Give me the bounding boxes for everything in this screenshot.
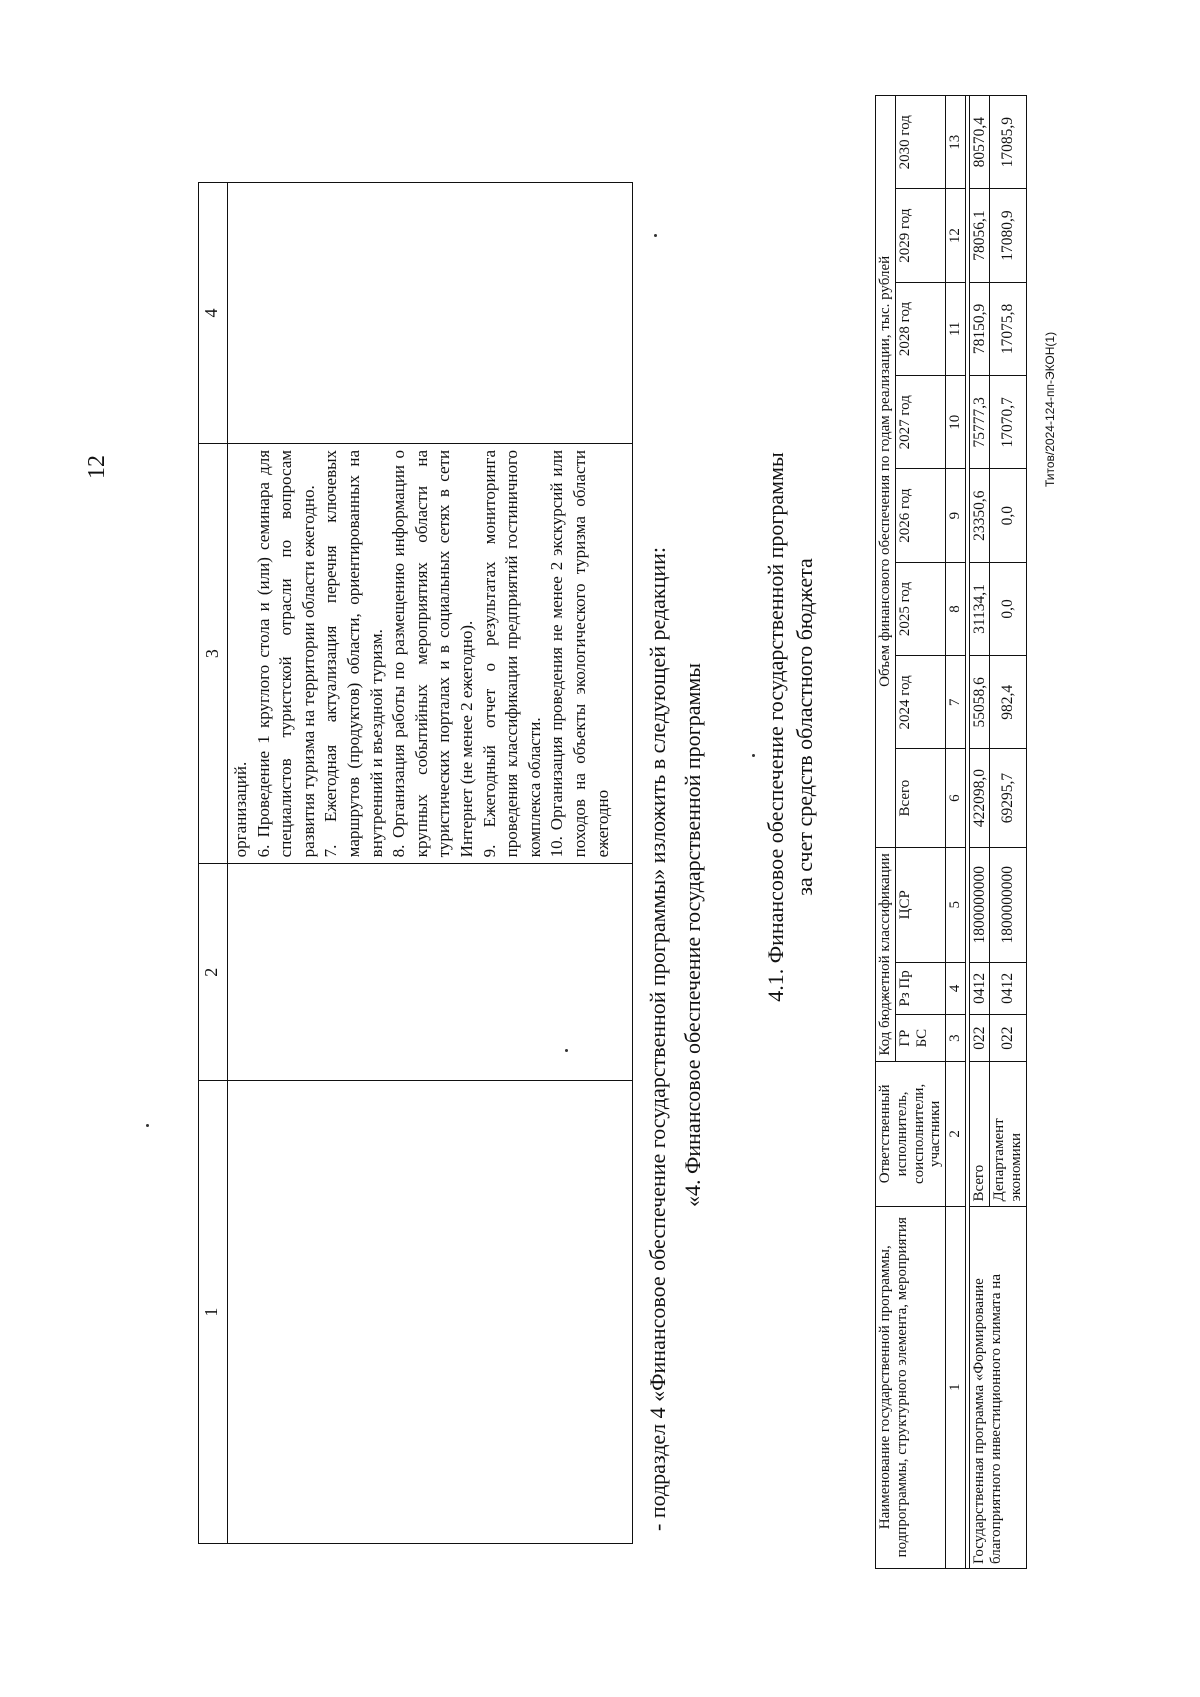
header-year-2027: 2027 год [895,376,945,469]
upper-table-body-row [227,183,632,1544]
header-year-2024: 2024 год [895,656,945,749]
header-rzpr: Рз Пр [895,962,945,1014]
column-number: 4 [946,962,966,1014]
program-name: Государственная программа «Формирование благоприятного инвестиционного климата на [969,1206,1026,1568]
document-footer-code: Титов/2024-124-пп-ЭКОН(1) [1043,331,1057,487]
upper-body-col-1 [227,1081,632,1544]
header-year-2030: 2030 год [895,96,945,189]
row-csr: 1800000000 [969,847,989,962]
column-number: 12 [946,189,966,282]
funding-table [875,95,1027,1569]
subsection-title [762,177,819,1277]
row-grbs: 022 [990,1014,1027,1061]
subsection-title-line-1: 4.1. Финансовое обеспечение государственной программы [763,452,788,1002]
amendment-paragraph: - подраздел 4 «Финансовое обеспечение государственной программы» изложить в следующей редакции: [645,546,670,1531]
subsection-title-line-2: за счет средств областного бюджета [791,558,817,896]
column-number: 2 [946,1062,966,1206]
row-year-2026: 23350,6 [969,469,989,562]
activity-item: 8. Организация работы по размещению информации о крупных событийных мероприятиях области на туристических порталах и в социальных сетях в сети Интернет (не менее 2 ежегодно). [389,449,477,858]
row-year-2025: 0,0 [990,562,1027,655]
activity-item: 7. Ежегодная актуализация перечня ключевых маршрутов (продуктов) области, ориентированных на внутренний и въездной туризм. [321,449,386,858]
column-number: 10 [946,376,966,469]
row-year-2027: 75777,3 [969,376,989,469]
activity-item: 6. Проведение 1 круглого стола и (или) семинара для специалистов туристской отрасли по вопросам развития туризма на территории области ежегодно. [253,449,318,858]
row-year-2029: 17080,9 [990,189,1027,282]
scan-speck [146,1124,149,1127]
upper-header-col-4: 4 [199,183,228,444]
row-executor: Всего [969,1062,989,1206]
scan-speck [654,234,657,237]
row-year-2024: 982,4 [990,656,1027,749]
row-year-2028: 78150,9 [969,282,989,375]
page-number: 12 [84,455,110,479]
upper-body-col-2 [227,864,632,1081]
row-total: 422098,0 [969,749,989,847]
upper-table-header-row [199,183,228,1544]
header-name: Наименование государственной программы, подпрограммы, структурного элемента, мероприятия [876,1206,946,1568]
column-number: 9 [946,469,966,562]
header-year-2028: 2028 год [895,282,945,375]
row-year-2028: 17075,8 [990,282,1027,375]
upper-body-col-4 [227,183,632,444]
row-csr: 1800000000 [990,847,1027,962]
header-total: Всего [895,749,945,847]
upper-body-activities [227,443,632,863]
row-year-2027: 17070,7 [990,376,1027,469]
upper-header-col-3: 3 [199,443,228,863]
column-number: 5 [946,847,966,962]
row-year-2030: 80570,4 [969,96,989,189]
row-executor: Департамент экономики [990,1062,1027,1206]
header-year-2029: 2029 год [895,189,945,282]
activity-item: организаций. [230,761,250,858]
header-year-2025: 2025 год [895,562,945,655]
header-executor: Ответственный исполнитель, соисполнители, участники [876,1062,946,1206]
row-rzpr: 0412 [990,962,1027,1014]
scan-speck [565,1049,568,1052]
funding-column-numbers-row [946,96,966,1569]
header-budget-code: Код бюджетной классификации [876,847,896,1062]
column-number: 11 [946,282,966,375]
row-year-2026: 0,0 [990,469,1027,562]
row-total: 69295,7 [990,749,1027,847]
upper-header-col-2: 2 [199,864,228,1081]
column-number: 13 [946,96,966,189]
funding-header-row-1 [876,96,896,1569]
row-year-2030: 17085,9 [990,96,1027,189]
header-year-2026: 2026 год [895,469,945,562]
row-rzpr: 0412 [969,962,989,1014]
row-year-2024: 55058,6 [969,656,989,749]
table-row [969,96,989,1569]
row-year-2029: 78056,1 [969,189,989,282]
upper-activities-table [198,182,633,1544]
header-csr: ЦСР [895,847,945,962]
column-number: 3 [946,1014,966,1061]
section-title: «4. Финансовое обеспечение государственной программы [680,662,705,1207]
column-number: 1 [946,1206,966,1568]
activity-item: 9. Ежегодный отчет о результатах мониторинга проведения классификации предприятий гостиничного комплекса области. [479,449,544,858]
activity-item: 10. Организация проведения не менее 2 экскурсий или походов на объекты экологического туризма области ежегодно [547,449,612,858]
header-grbs: ГР БС [895,1014,945,1061]
row-year-2025: 31134,1 [969,562,989,655]
column-number: 6 [946,749,966,847]
header-volume: Объем финансового обеспечения по годам реализации, тыс. рублей [876,96,896,848]
upper-header-col-1: 1 [199,1081,228,1544]
column-number: 8 [946,562,966,655]
row-grbs: 022 [969,1014,989,1061]
column-number: 7 [946,656,966,749]
scan-speck [752,754,755,757]
